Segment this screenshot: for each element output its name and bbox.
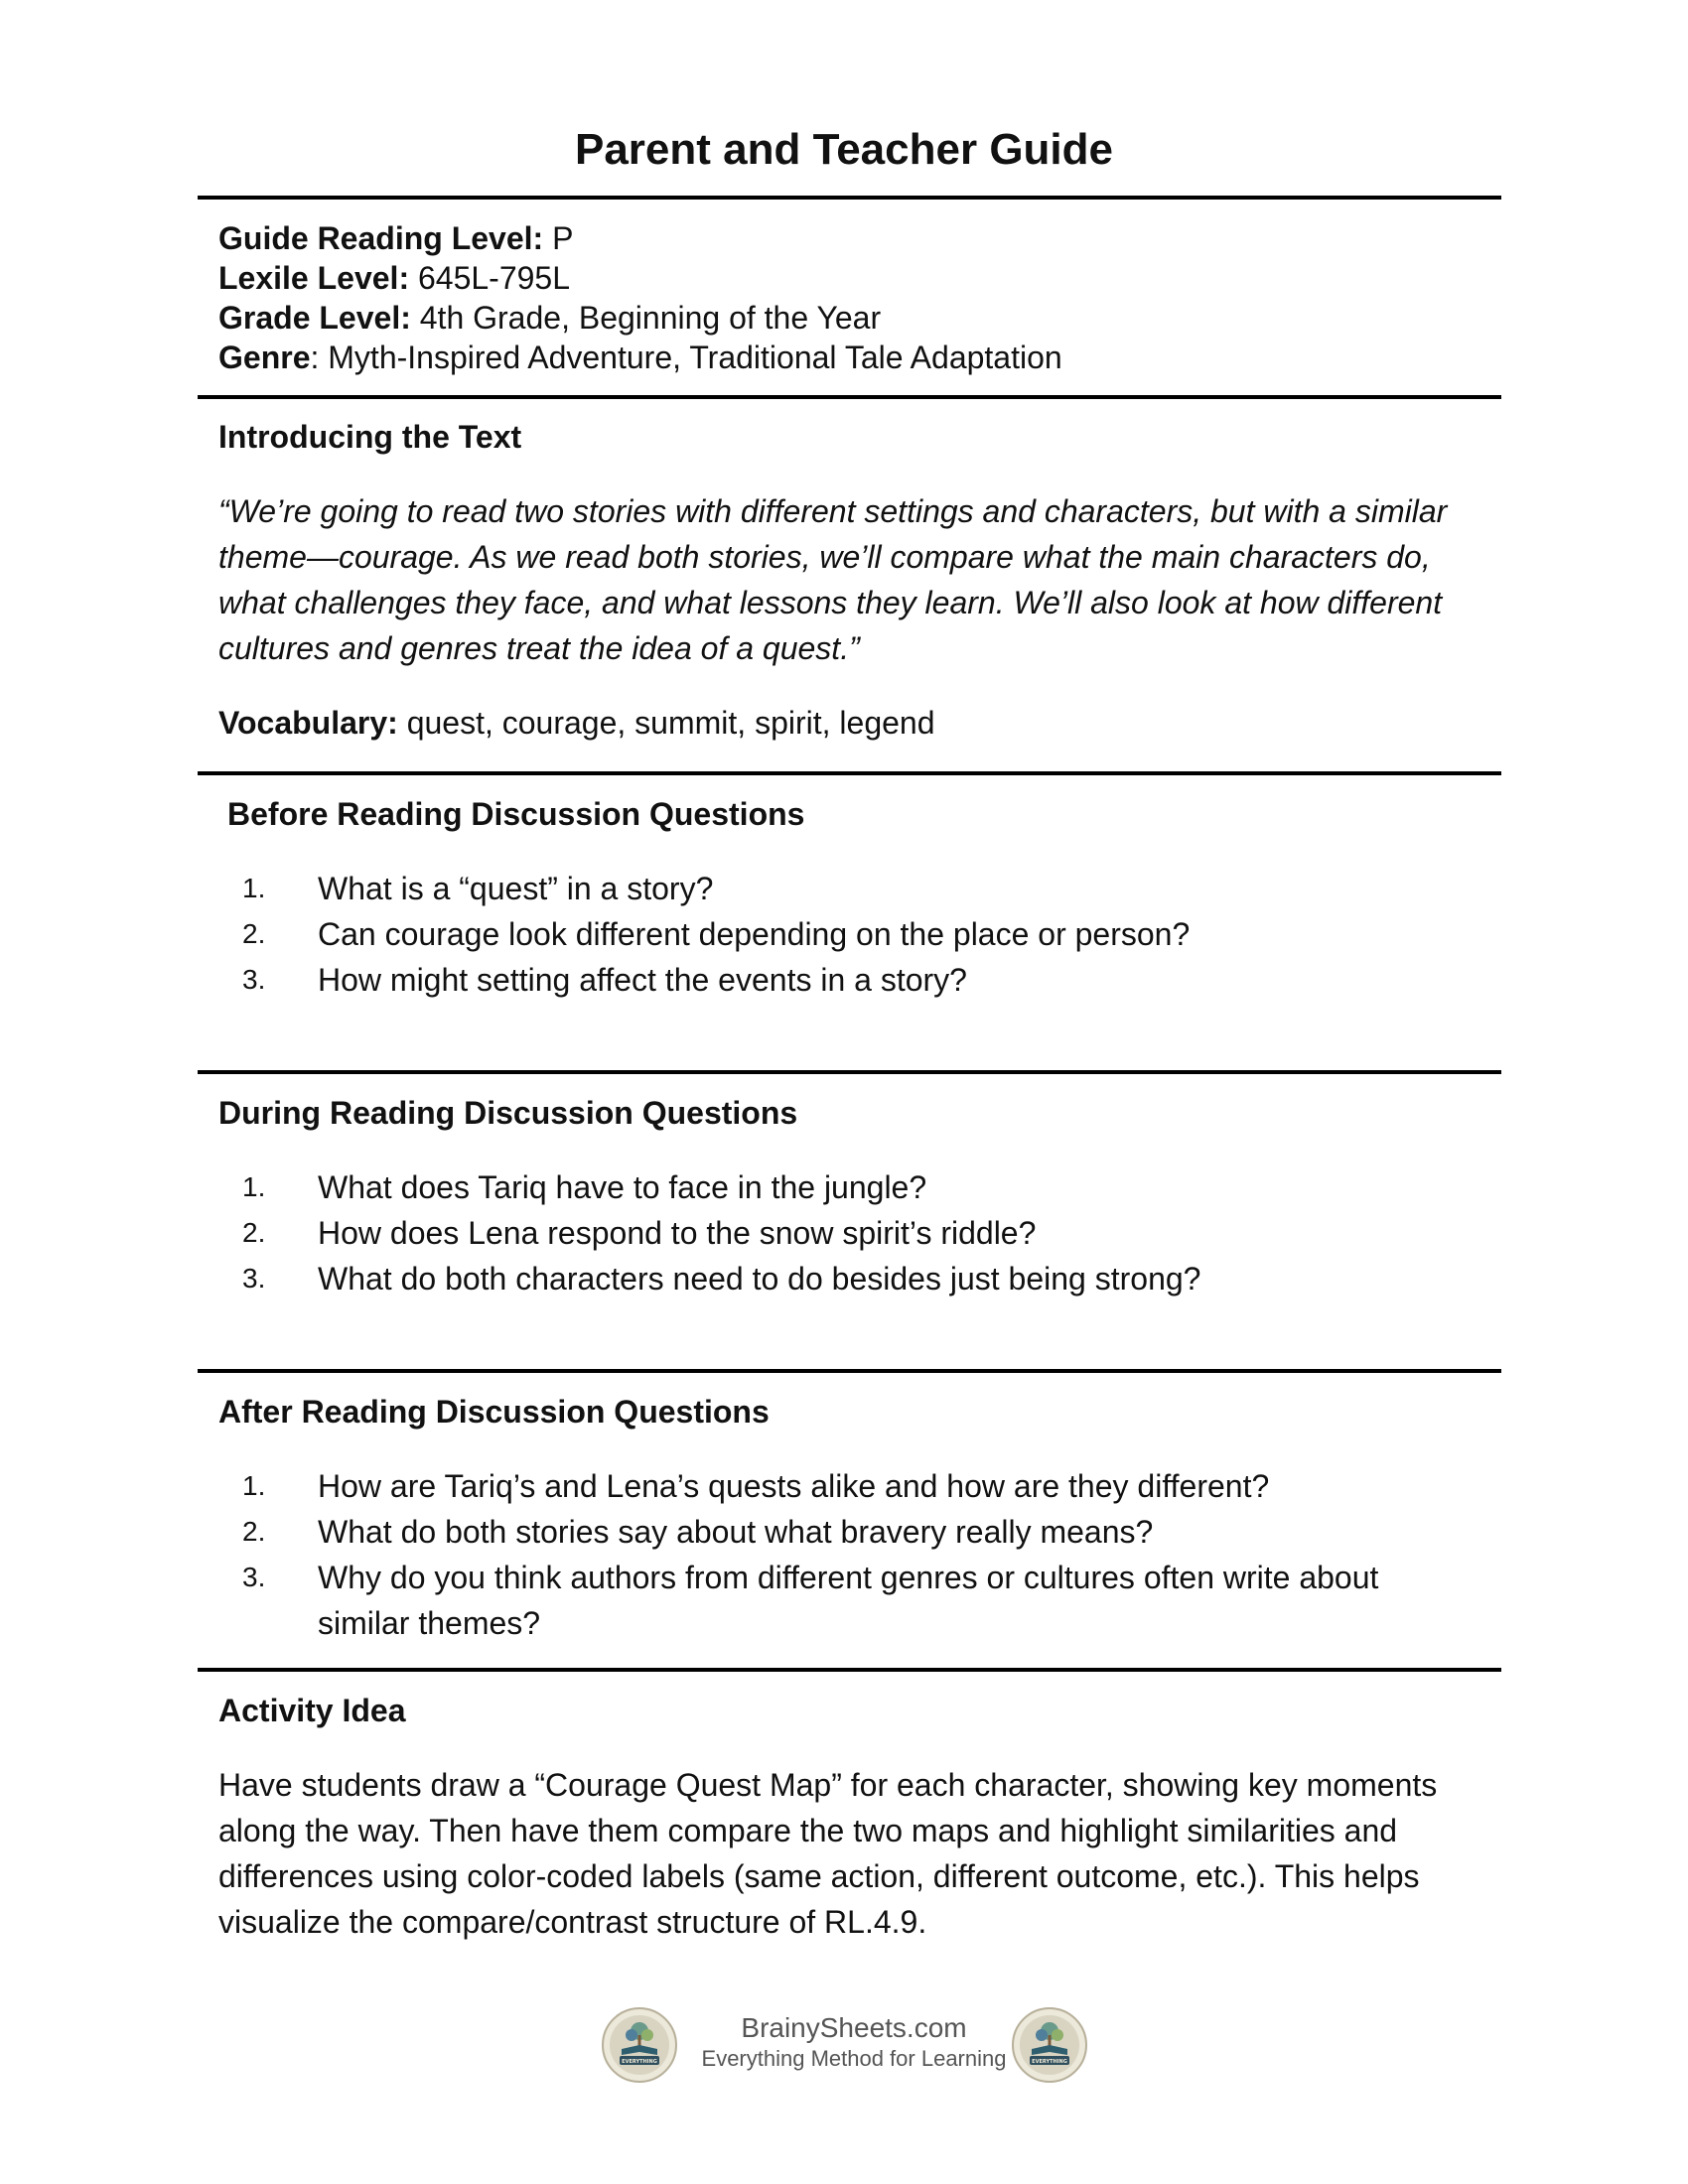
introducing-quote: “We’re going to read two stories with different settings and characters, but with a similar theme—courage. As we read both stories, we’ll compare what the main characters do, what challenges they face, and what lessons they learn. We’ll also look at how different cultures and genres treat the idea of a quest.” [218,493,1448,666]
divider [198,1668,1501,1672]
grade-level: Grade Level: 4th Grade, Beginning of the Year [218,300,882,336]
footer-site: BrainySheets.com [741,2012,967,2043]
divider [198,196,1501,200]
activity-heading: Activity Idea [218,1693,406,1728]
divider [198,395,1501,399]
lexile-level: Lexile Level: 645L-795L [218,260,571,296]
during-question-list [218,1164,1489,1301]
after-heading: After Reading Discussion Questions [218,1394,770,1430]
during-section [218,1093,1489,1301]
vocabulary: Vocabulary: quest, courage, summit, spirit, legend [218,705,935,741]
after-question-list [218,1463,1489,1646]
list-item: 2. Can courage look different depending on the place or person? [242,916,1191,952]
genre: Genre: Myth-Inspired Adventure, Traditional Tale Adaptation [218,340,1062,375]
svg-text:EVERYTHING: EVERYTHING [622,2059,657,2065]
list-item: 3. What do both characters need to do besides just being strong? [242,1261,1201,1297]
list-item: 2. How does Lena respond to the snow spirit’s riddle? [242,1215,1037,1251]
footer-tagline: Everything Method for Learning [701,2046,1007,2071]
before-question-list [218,866,1489,1003]
page-title: Parent and Teacher Guide [574,125,1113,174]
activity-section [218,1691,1489,1945]
list-item: 1. What is a “quest” in a story? [242,871,714,906]
activity-text: Have students draw a “Courage Quest Map” for each character, showing key moments along the way. Then have them compare the two maps and highlight similarities and differences using color-coded labels (same action, different outcome, etc.). This helps visualize the compare/contrast structure of RL.4.9. [218,1767,1438,1940]
introducing-section [218,417,1489,743]
list-item: 3. Why do you think authors from different genres or cultures often write about similar themes? [242,1560,1379,1641]
after-section [218,1392,1489,1646]
footer [0,2003,1688,2083]
footer-branding [685,2011,1023,2073]
info-section [218,218,1489,377]
list-item: 1. What does Tariq have to face in the jungle? [242,1169,927,1205]
book-tree-logo-icon [602,2007,677,2083]
introducing-heading: Introducing the Text [218,419,522,455]
divider [198,1070,1501,1074]
divider [198,771,1501,775]
during-heading: During Reading Discussion Questions [218,1095,798,1131]
list-item: 3. How might setting affect the events in a story? [242,962,967,998]
before-heading: Before Reading Discussion Questions [227,796,805,832]
list-item: 2. What do both stories say about what bravery really means? [242,1514,1154,1550]
divider [198,1369,1501,1373]
book-tree-logo-icon [1012,2007,1087,2083]
list-item: 1. How are Tariq’s and Lena’s quests alike and how are they different? [242,1468,1270,1504]
before-section [218,794,1489,1003]
svg-text:EVERYTHING: EVERYTHING [1032,2059,1067,2065]
guide-reading-level: Guide Reading Level: P [218,220,574,256]
